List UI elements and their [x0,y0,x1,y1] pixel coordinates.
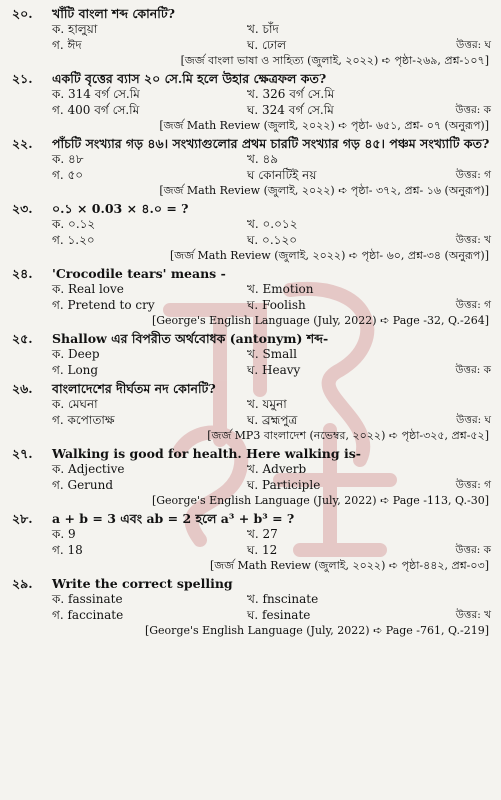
option: ক. 314 বর্গ সে.মি [52,87,140,101]
option: ক. মেঘনা [52,397,98,411]
options [12,462,491,493]
question-header [12,136,491,152]
option-row [52,87,491,103]
option: খ. Adverb [247,462,307,476]
question-item [12,201,491,263]
option: ঘ. Foolish [247,297,306,312]
answer-label: উত্তর: খ [455,608,491,621]
option: ক. fassinate [52,592,123,606]
option-row [52,168,491,184]
options [12,527,491,558]
question-text: Write the correct spelling [52,576,233,591]
answer-label: উত্তর: ক [455,103,491,116]
question-item [12,6,491,68]
question-header [12,576,491,592]
option: গ. কপোতাক্ষ [52,412,115,427]
option-row [52,217,491,233]
option: গ. 18 [52,542,83,557]
reference-line: [George's English Language (July, 2022) ➪ Page -113, Q.-30] [151,494,489,507]
option-row [52,462,491,478]
question-number: ২৯. [12,576,33,591]
question-number: ২০. [12,6,33,21]
option: ক. Deep [52,347,100,361]
question-number: ২৮. [12,511,33,526]
question-text: খাঁটি বাংলা শব্দ কোনটি? [52,6,175,21]
option: গ. 400 বর্গ সে.মি [52,102,140,117]
option: খ. 326 বর্গ সে.মি [247,87,335,101]
question-text: Walking is good for health. Here walking is- [52,446,361,461]
option: গ. faccinate [52,607,124,622]
question-header [12,446,491,462]
option: খ. চাঁদ [247,22,279,36]
option: ঘ. 324 বর্গ সে.মি [247,102,334,117]
options [12,347,491,378]
option: খ. Emotion [247,282,314,296]
answer-label: উত্তর: গ [455,298,491,311]
question-text: ০.১ × 0.03 × ৪.০ = ? [52,201,189,216]
option: ঘ. Participle [247,477,321,492]
option-row [52,363,491,379]
reference-line: [George's English Language (July, 2022) ➪ Page -32, Q.-264] [151,314,489,327]
option: গ. Pretend to cry [52,297,155,312]
option: ঘ. ০.১২০ [247,232,298,247]
question-text: 'Crocodile tears' means - [52,266,226,281]
option: ক. ৪৮ [52,152,84,166]
option: ঘ. fesinate [247,607,311,622]
option-row [52,397,491,413]
question-item [12,381,491,443]
answer-label: উত্তর: ক [455,543,491,556]
option-row [52,347,491,363]
option-row [52,233,491,249]
question-number: ২৪. [12,266,33,281]
answer-label: উত্তর: খ [455,233,491,246]
reference-line: [জর্জ Math Review (জুলাই, ২০২২) ➪ পৃষ্ঠা- ৩৭২, প্রশ্ন- ১৬ (অনুরূপ)] [159,184,489,197]
reference-line: [জর্জ বাংলা ভাষা ও সাহিত্য (জুলাই, ২০২২) ➪ পৃষ্ঠা-২৬৯, প্রশ্ন-১০৭] [180,54,489,67]
reference-line: [জর্জ Math Review (জুলাই, ২০২২) ➪ পৃষ্ঠা- ৬০, প্রশ্ন-৩৪ (অনুরূপ)] [169,249,489,262]
option: ঘ. 12 [247,542,278,557]
question-number: ২৩. [12,201,33,216]
question-text: a + b = 3 এবং ab = 2 হলে a³ + b³ = ? [52,511,295,526]
option-row [52,543,491,559]
option: ক. 9 [52,527,76,541]
question-item [12,71,491,133]
answer-label: উত্তর: গ [455,168,491,181]
option-row [52,592,491,608]
options [12,22,491,53]
question-text: বাংলাদেশের দীর্ঘতম নদ কোনটি? [52,381,216,396]
option: গ. ৫০ [52,167,84,182]
option: ঘ. Heavy [247,362,301,377]
question-header [12,201,491,217]
option-row [52,22,491,38]
option-row [52,298,491,314]
option: খ. Small [247,347,297,361]
reference-line: [জর্জ Math Review (জুলাই, ২০২২) ➪ পৃষ্ঠা-৪৪২, প্রশ্ন-০৩] [210,559,489,572]
question-item [12,136,491,198]
question-text: পাঁচটি সংখ্যার গড় ৪৬। সংখ্যাগুলোর প্রথম চারটি সংখ্যার গড় ৪৫। পঞ্চম সংখ্যাটি কত? [52,136,490,151]
options [12,397,491,428]
question-text: একটি বৃত্তের ব্যাস ২০ সে.মি হলে উহার ক্ষেত্রফল কত? [52,71,327,86]
answer-label: উত্তর: ঘ [456,38,491,51]
option: খ. যমুনা [247,397,287,411]
option: গ. ১.২০ [52,232,95,247]
question-header [12,511,491,527]
question-header [12,71,491,87]
option-row [52,478,491,494]
option-row [52,282,491,298]
question-header [12,381,491,397]
answer-label: উত্তর: ঘ [456,413,491,426]
option: খ. ০.০১২ [247,217,298,231]
option: ক. ০.১২ [52,217,96,231]
question-number: ২২. [12,136,33,151]
option-row [52,413,491,429]
question-item [12,266,491,328]
options [12,592,491,623]
options [12,282,491,313]
question-text: Shallow এর বিপরীত অর্থবোধক (antonym) শব্দ- [52,331,329,346]
question-number: ২৫. [12,331,33,346]
options [12,217,491,248]
option: ক. Real love [52,282,124,296]
question-item [12,511,491,573]
option: খ. fnscinate [247,592,319,606]
question-number: ২৭. [12,446,33,461]
option-row [52,103,491,119]
option: ঘ কোনটিই নয় [247,167,317,182]
options [12,87,491,118]
question-header [12,6,491,22]
question-header [12,331,491,347]
option-row [52,608,491,624]
option: ঘ. ব্রহ্মপুত্র [247,412,298,427]
question-item [12,446,491,508]
options [12,152,491,183]
question-item [12,576,491,638]
reference-line: [জর্জ MP3 বাংলাদেশ (নভেম্বর, ২০২২) ➪ পৃষ্ঠা-৩২৫, প্রশ্ন-৫২] [207,429,489,442]
reference-line: [George's English Language (July, 2022) ➪ Page -761, Q.-219] [144,624,489,637]
option: খ. ৪৯ [247,152,279,166]
option: গ. Gerund [52,477,114,492]
reference-line: [জর্জ Math Review (জুলাই, ২০২২) ➪ পৃষ্ঠা- ৬৫১, প্রশ্ন- ০৭ (অনুরূপ)] [159,119,489,132]
option: গ. ঈদ [52,37,82,52]
question-number: ২৬. [12,381,33,396]
option: খ. 27 [247,527,278,541]
answer-label: উত্তর: ক [455,363,491,376]
option-row [52,152,491,168]
option: ক. হালুয়া [52,22,98,36]
question-number: ২১. [12,71,33,86]
answer-label: উত্তর: গ [455,478,491,491]
question-header [12,266,491,282]
option-row [52,38,491,54]
option: ক. Adjective [52,462,125,476]
option: ঘ. ঢোল [247,37,287,52]
question-item [12,331,491,378]
option-row [52,527,491,543]
option: গ. Long [52,362,99,377]
